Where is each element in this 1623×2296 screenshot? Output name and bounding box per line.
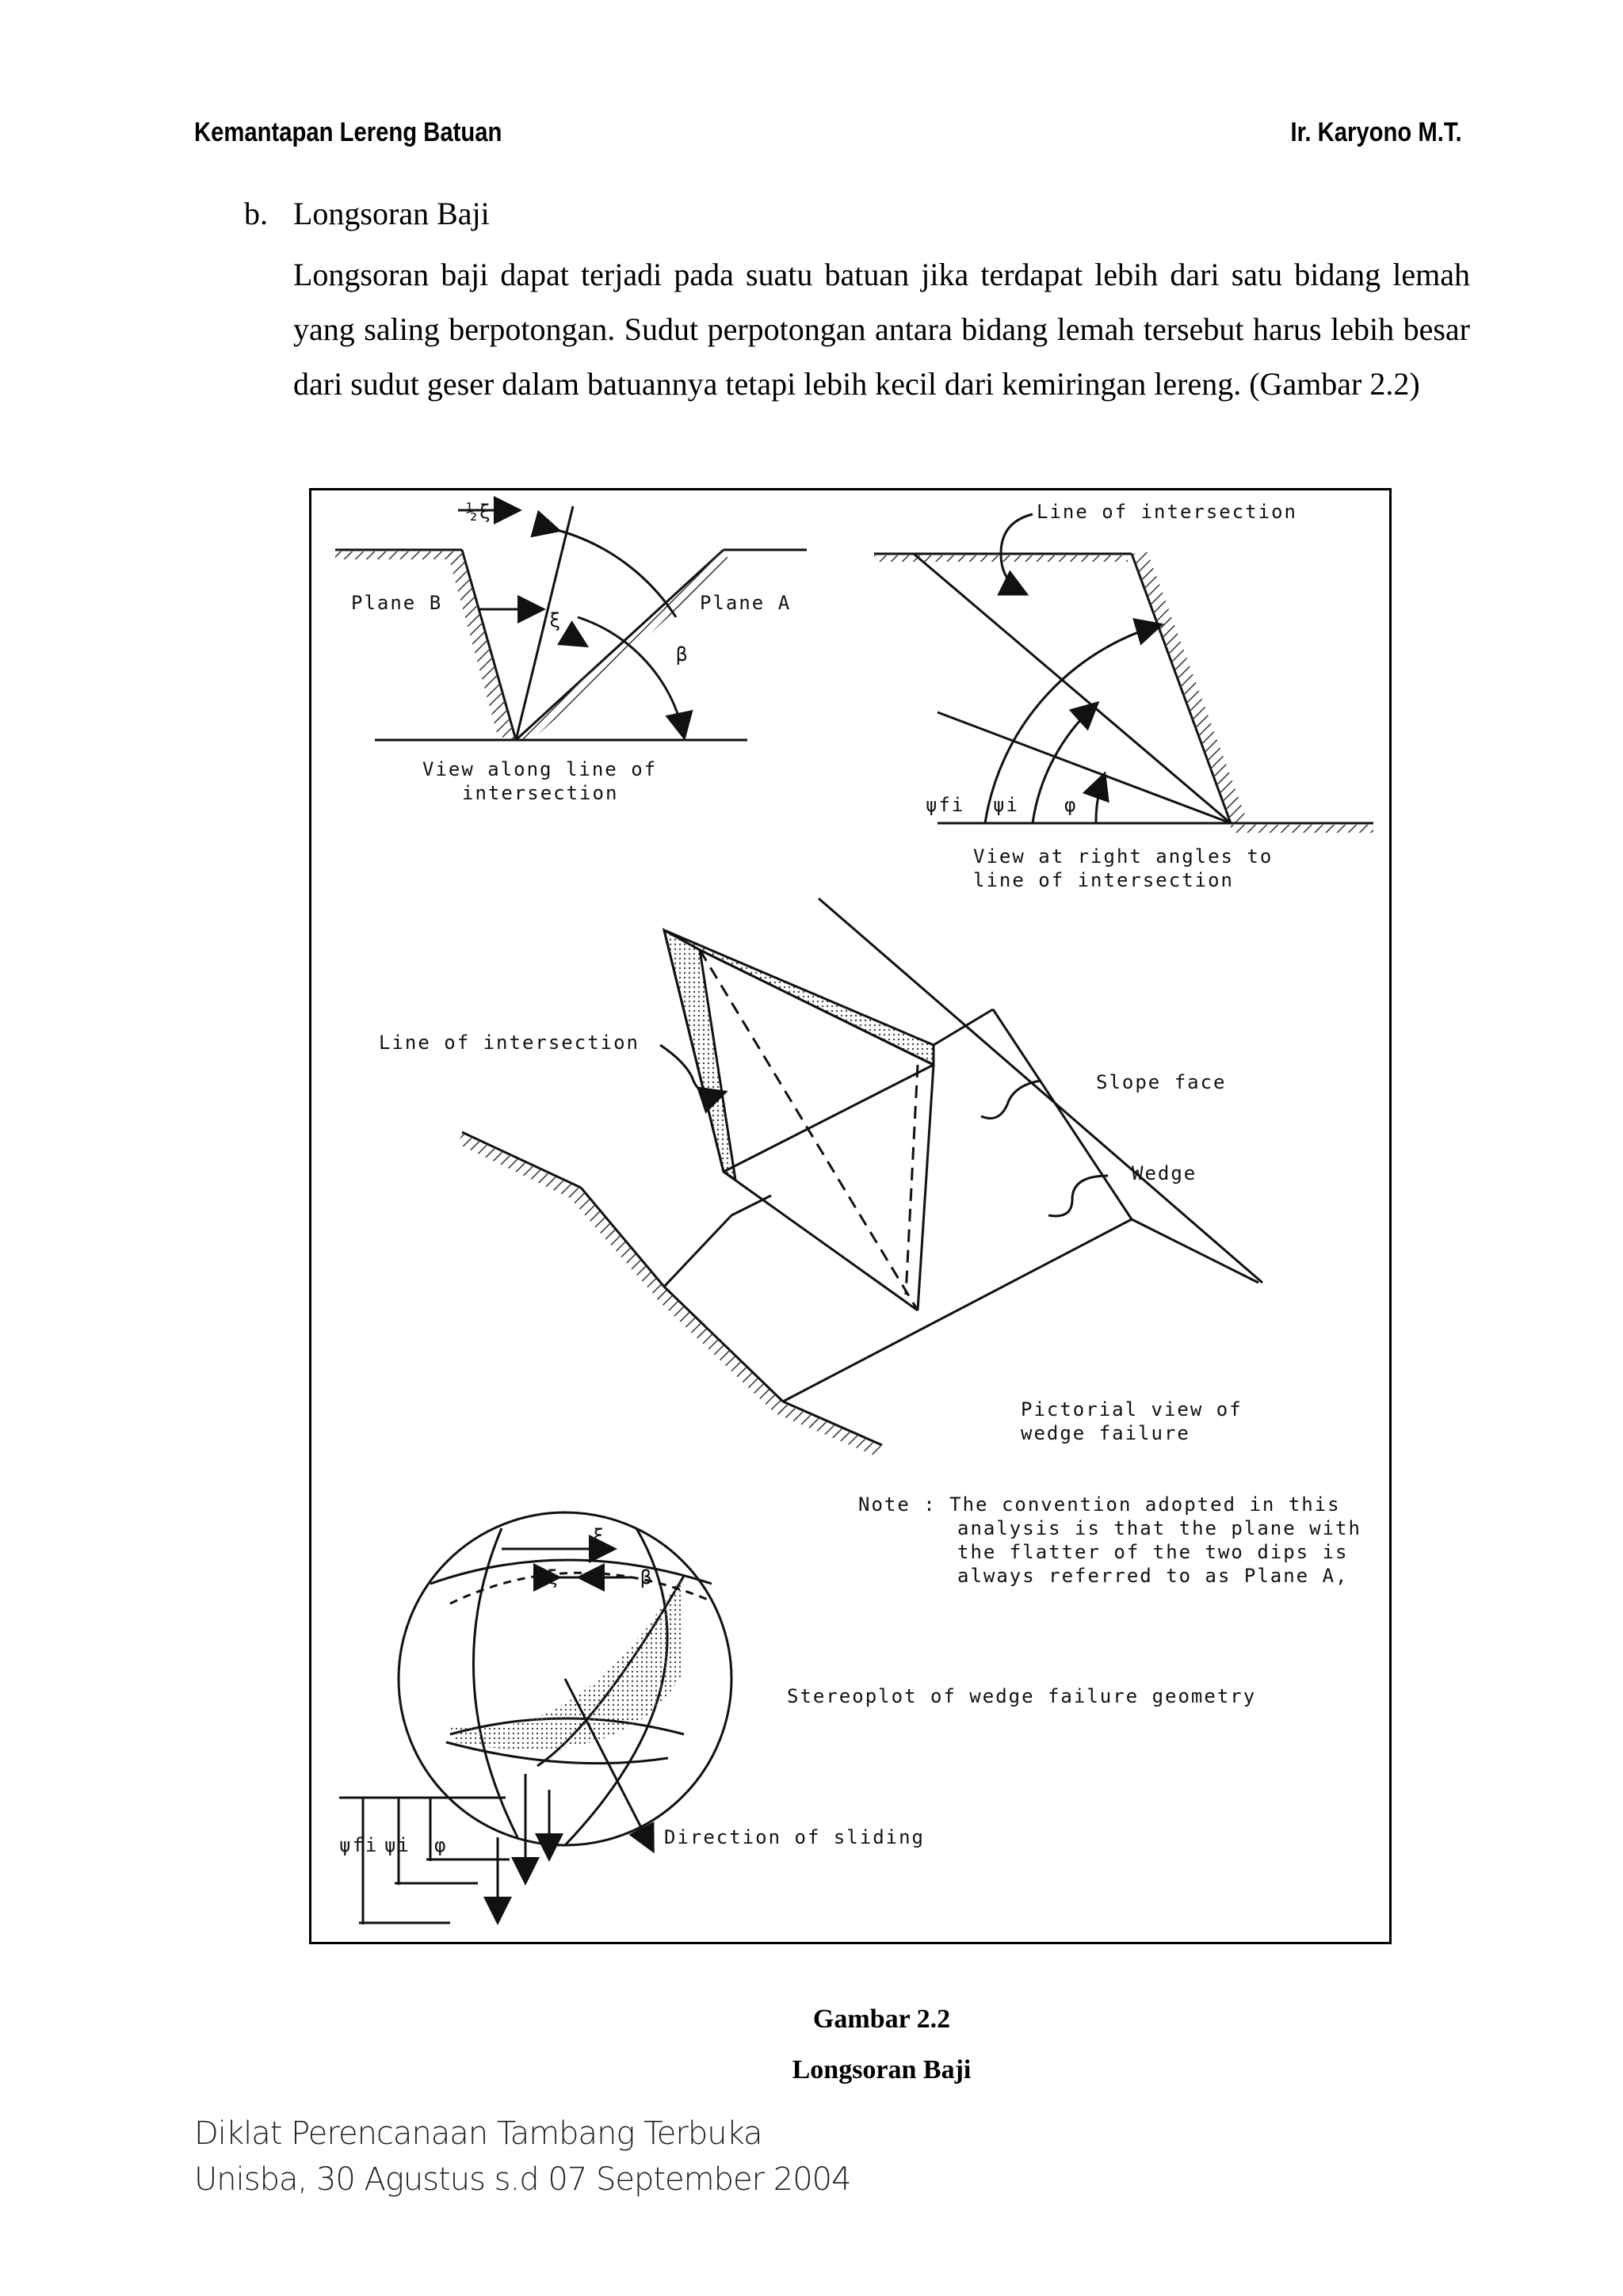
tl-xi-label: ξ bbox=[549, 609, 563, 631]
wedge-failure-diagram bbox=[311, 490, 1394, 1947]
stereo-beta-label: β bbox=[640, 1566, 654, 1589]
section-heading bbox=[244, 195, 490, 232]
tl-beta-label: β bbox=[676, 643, 689, 666]
stereo-phi-label: φ bbox=[434, 1834, 448, 1856]
note-line-4: always referred to as Plane A, bbox=[957, 1565, 1349, 1587]
tr-psi-fi-label: ψfi bbox=[926, 794, 965, 816]
page-footer bbox=[194, 2111, 851, 2203]
header-author: Ir. Karyono M.T. bbox=[1290, 117, 1462, 147]
tl-plane-b-label: Plane B bbox=[351, 592, 443, 614]
tl-caption-1: View along line of bbox=[422, 758, 658, 780]
tl-half-xi-label: ½ξ bbox=[466, 501, 492, 523]
mid-caption-2: wedge failure bbox=[1021, 1422, 1190, 1444]
footer-line-1: Diklat Perencanaan Tambang Terbuka bbox=[194, 2115, 762, 2152]
view-along-intersection-diagram bbox=[335, 506, 807, 742]
mid-line-of-intersection-label: Line of intersection bbox=[379, 1032, 640, 1054]
tl-caption-2: intersection bbox=[462, 782, 619, 804]
stereo-xi-label: ξ bbox=[593, 1525, 606, 1547]
tr-line-of-intersection-label: Line of intersection bbox=[1037, 501, 1297, 523]
tr-psi-i-label: ψi bbox=[993, 794, 1019, 816]
tr-caption-1: View at right angles to bbox=[973, 845, 1274, 868]
view-right-angles-diagram bbox=[874, 514, 1373, 833]
stereo-direction-label: Direction of sliding bbox=[664, 1826, 925, 1848]
body-paragraph bbox=[293, 247, 1470, 411]
note-line-1: Note : The convention adopted in this bbox=[858, 1493, 1341, 1516]
stereo-caption: Stereoplot of wedge failure geometry bbox=[787, 1685, 1257, 1707]
stereo-psi-i-label: ψi bbox=[384, 1834, 411, 1856]
mid-wedge-label: Wedge bbox=[1132, 1162, 1197, 1184]
tr-caption-2: line of intersection bbox=[973, 869, 1234, 891]
figure-2-2 bbox=[309, 488, 1392, 1944]
paragraph-text: Longsoran baji dapat terjadi pada suatu batuan jika terdapat lebih dari satu bidang lemah yang saling berpotongan. Sudut perpotongan antara bidang lemah tersebut harus lebih besar dari sudut geser dalam batuannya tetapi lebih kecil dari kemiringan lereng. (Gambar 2.2) bbox=[293, 257, 1470, 402]
mid-slope-face-label: Slope face bbox=[1096, 1071, 1227, 1093]
tl-plane-a-label: Plane A bbox=[700, 592, 792, 614]
note-line-3: the flatter of the two dips is bbox=[957, 1541, 1349, 1563]
page-header bbox=[194, 117, 1462, 154]
figure-caption-number: Gambar 2.2 bbox=[812, 2004, 951, 2034]
stereo-psi-fi-label: ψfi bbox=[339, 1834, 379, 1856]
mid-caption-1: Pictorial view of bbox=[1021, 1398, 1243, 1421]
footer-line-2: Unisba, 30 Agustus s.d 07 September 2004 bbox=[194, 2161, 851, 2198]
figure-caption-title: Longsoran Baji bbox=[792, 2055, 972, 2084]
section-title: Longsoran Baji bbox=[293, 196, 490, 231]
header-title: Kemantapan Lereng Batuan bbox=[194, 117, 502, 147]
note-line-2: analysis is that the plane with bbox=[957, 1517, 1361, 1539]
section-number: b. bbox=[244, 196, 268, 231]
stereo-half-xi-label: ½ξ bbox=[533, 1566, 559, 1589]
tr-phi-label: φ bbox=[1064, 794, 1078, 816]
